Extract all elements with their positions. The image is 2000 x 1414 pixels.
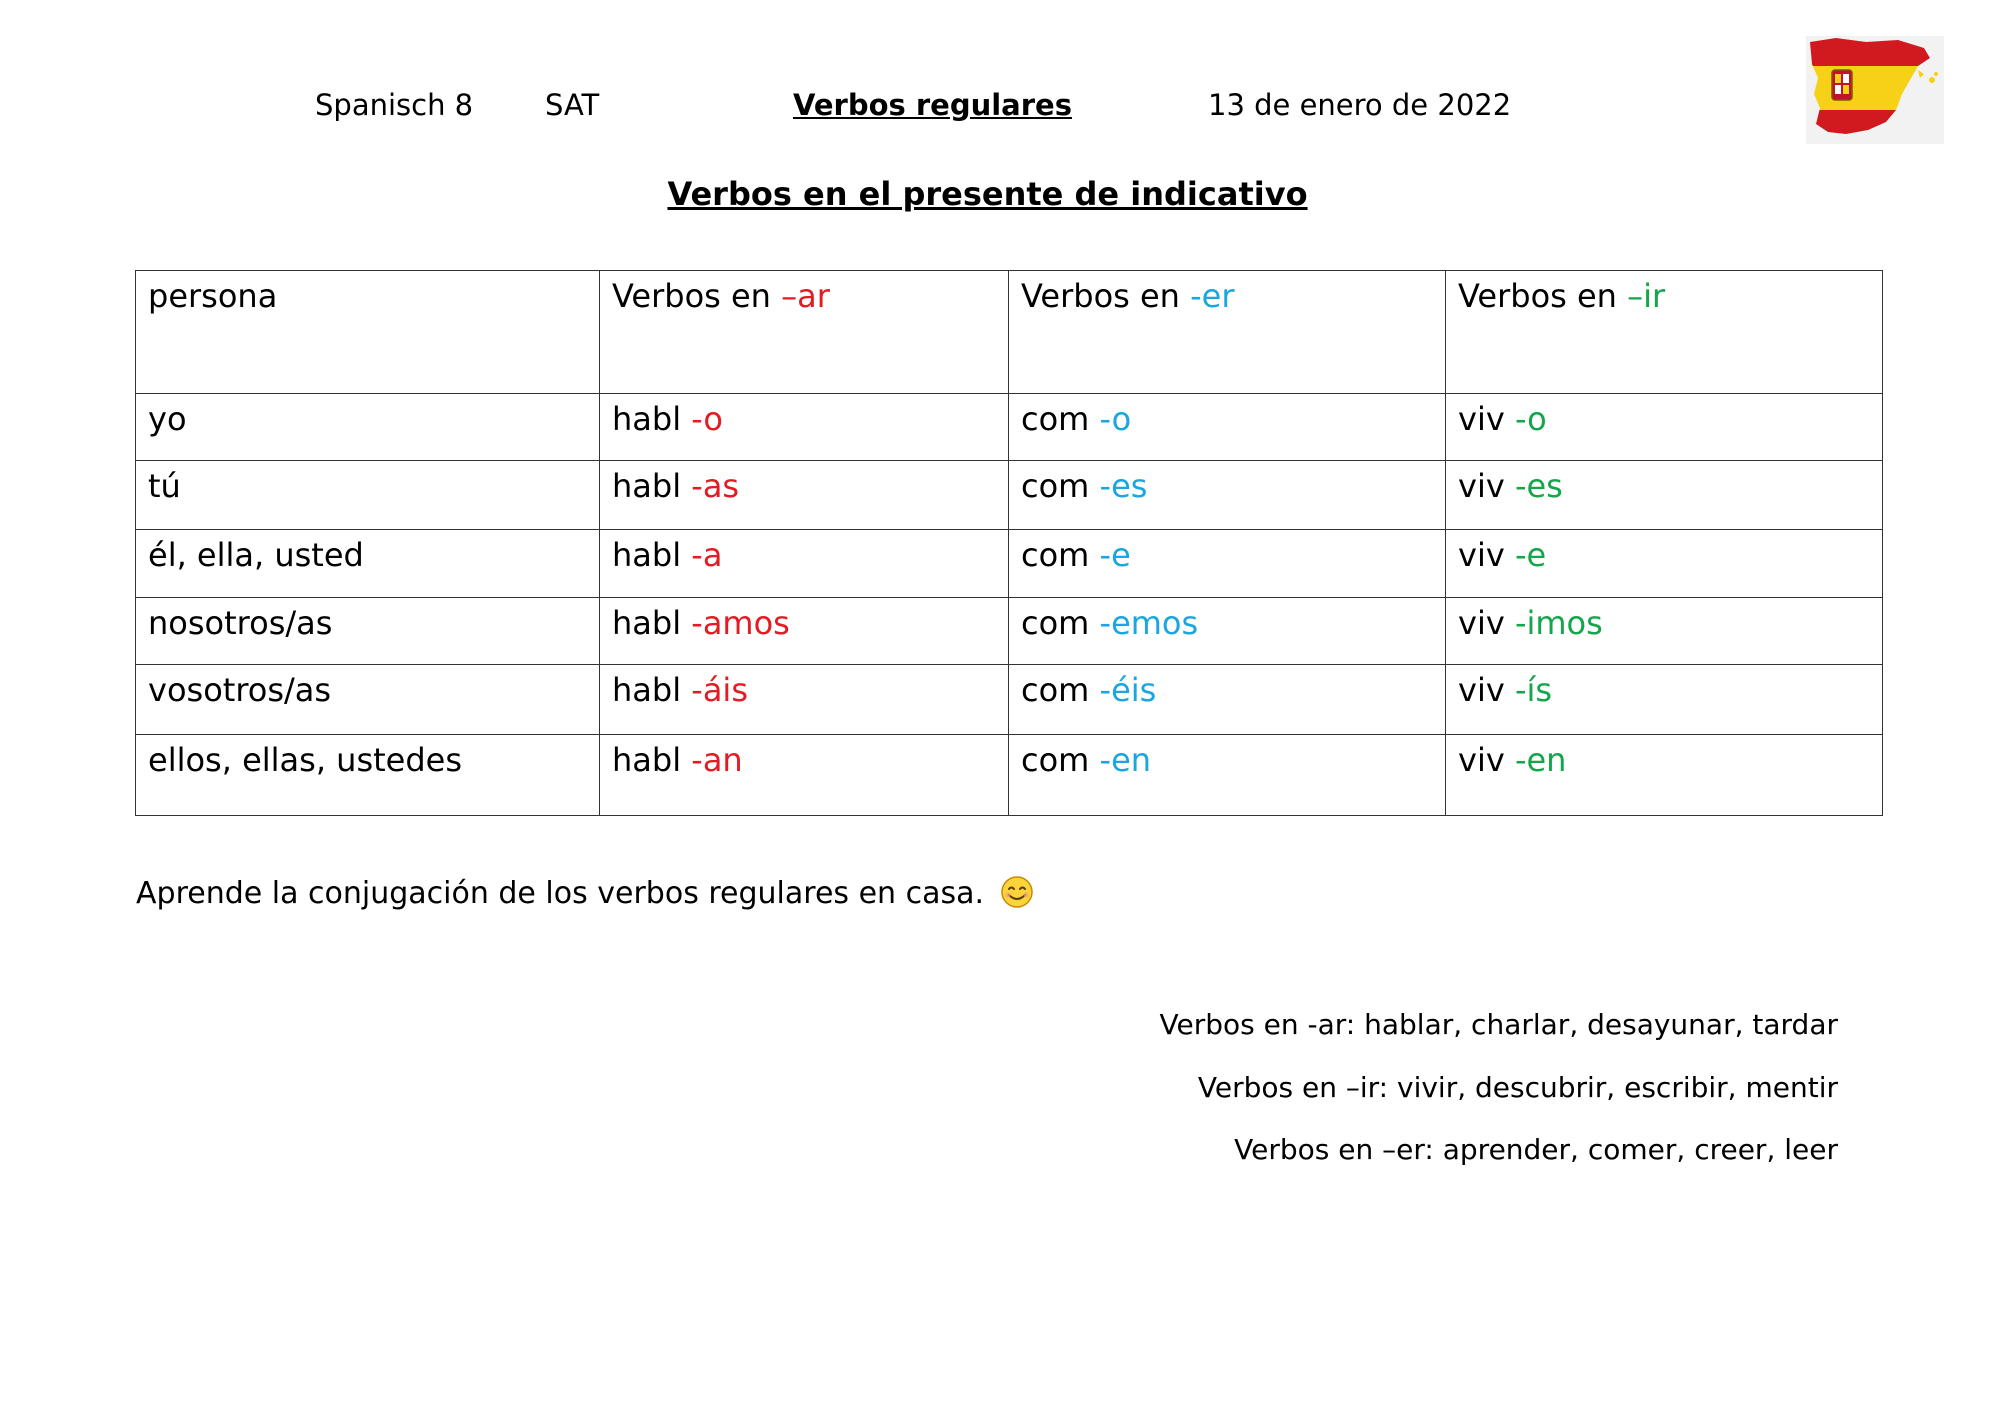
conjugation-table bbox=[135, 270, 1883, 816]
date-label: 13 de enero de 2022 bbox=[1208, 88, 1512, 122]
er-form-cell: com -e bbox=[1009, 530, 1446, 598]
persona-cell: nosotros/as bbox=[136, 598, 600, 665]
ir-ending: -o bbox=[1514, 400, 1547, 438]
table-row bbox=[136, 394, 1883, 461]
persona-cell: yo bbox=[136, 394, 600, 461]
ar-form-cell: habl -áis bbox=[600, 665, 1009, 735]
ir-ending: -en bbox=[1514, 741, 1567, 779]
ar-ending: -as bbox=[691, 467, 740, 505]
verb-list-ir: Verbos en –ir: vivir, descubrir, escribir, mentir bbox=[1197, 1071, 1838, 1104]
ir-form-cell: viv -o bbox=[1446, 394, 1883, 461]
er-suffix: -er bbox=[1190, 277, 1235, 315]
verb-list-ar: Verbos en -ar: hablar, charlar, desayunar, tardar bbox=[1159, 1008, 1838, 1041]
page-title: Verbos en el presente de indicativo bbox=[667, 175, 1308, 213]
homework-note-text: Aprende la conjugación de los verbos regulares en casa. bbox=[136, 876, 985, 911]
table-row bbox=[136, 530, 1883, 598]
table-row bbox=[136, 665, 1883, 735]
ar-form-cell: habl -a bbox=[600, 530, 1009, 598]
persona-cell: vosotros/as bbox=[136, 665, 600, 735]
ir-form-cell: viv -ís bbox=[1446, 665, 1883, 735]
ar-form-cell: habl -amos bbox=[600, 598, 1009, 665]
topic-title: Verbos regulares bbox=[793, 88, 1072, 122]
er-form-cell: com -es bbox=[1009, 461, 1446, 530]
ar-ending: -áis bbox=[691, 671, 748, 709]
ir-ending: -e bbox=[1514, 536, 1547, 574]
header-ar-verbs: Verbos en –ar bbox=[600, 271, 1009, 394]
verb-list-er: Verbos en –er: aprender, comer, creer, leer bbox=[1234, 1133, 1838, 1166]
table-row bbox=[136, 598, 1883, 665]
header-er-verbs: Verbos en -er bbox=[1009, 271, 1446, 394]
ar-form-cell: habl -an bbox=[600, 735, 1009, 816]
er-ending: -en bbox=[1099, 741, 1152, 779]
er-ending: -es bbox=[1099, 467, 1148, 505]
table-row bbox=[136, 461, 1883, 530]
ar-ending: -a bbox=[691, 536, 723, 574]
ar-suffix: –ar bbox=[781, 277, 830, 315]
course-label: Spanisch 8 bbox=[315, 88, 474, 122]
ar-ending: -amos bbox=[691, 604, 790, 642]
header-persona: persona bbox=[136, 271, 600, 394]
er-form-cell: com -en bbox=[1009, 735, 1446, 816]
ir-suffix: –ir bbox=[1627, 277, 1666, 315]
er-form-cell: com -éis bbox=[1009, 665, 1446, 735]
er-ending: -e bbox=[1099, 536, 1131, 574]
er-ending: -o bbox=[1099, 400, 1132, 438]
table-row bbox=[136, 735, 1883, 816]
ir-ending: -es bbox=[1514, 467, 1563, 505]
persona-cell: tú bbox=[136, 461, 600, 530]
ir-form-cell: viv -e bbox=[1446, 530, 1883, 598]
persona-cell: él, ella, usted bbox=[136, 530, 600, 598]
ir-form-cell: viv -imos bbox=[1446, 598, 1883, 665]
group-label: SAT bbox=[545, 88, 600, 122]
ar-form-cell: habl -o bbox=[600, 394, 1009, 461]
persona-cell: ellos, ellas, ustedes bbox=[136, 735, 600, 816]
er-ending: -emos bbox=[1099, 604, 1199, 642]
er-form-cell: com -emos bbox=[1009, 598, 1446, 665]
ir-form-cell: viv -es bbox=[1446, 461, 1883, 530]
ir-ending: -ís bbox=[1514, 671, 1553, 709]
ar-ending: -an bbox=[691, 741, 743, 779]
ar-form-cell: habl -as bbox=[600, 461, 1009, 530]
ir-form-cell: viv -en bbox=[1446, 735, 1883, 816]
spain-map-flag-icon bbox=[1806, 36, 1944, 144]
ar-ending: -o bbox=[691, 400, 723, 438]
smiling-face-icon bbox=[1000, 875, 1034, 909]
er-form-cell: com -o bbox=[1009, 394, 1446, 461]
homework-note bbox=[136, 875, 1034, 911]
er-ending: -éis bbox=[1099, 671, 1157, 709]
table-header-row bbox=[136, 271, 1883, 394]
header-ir-verbs: Verbos en –ir bbox=[1446, 271, 1883, 394]
ir-ending: -imos bbox=[1514, 604, 1603, 642]
